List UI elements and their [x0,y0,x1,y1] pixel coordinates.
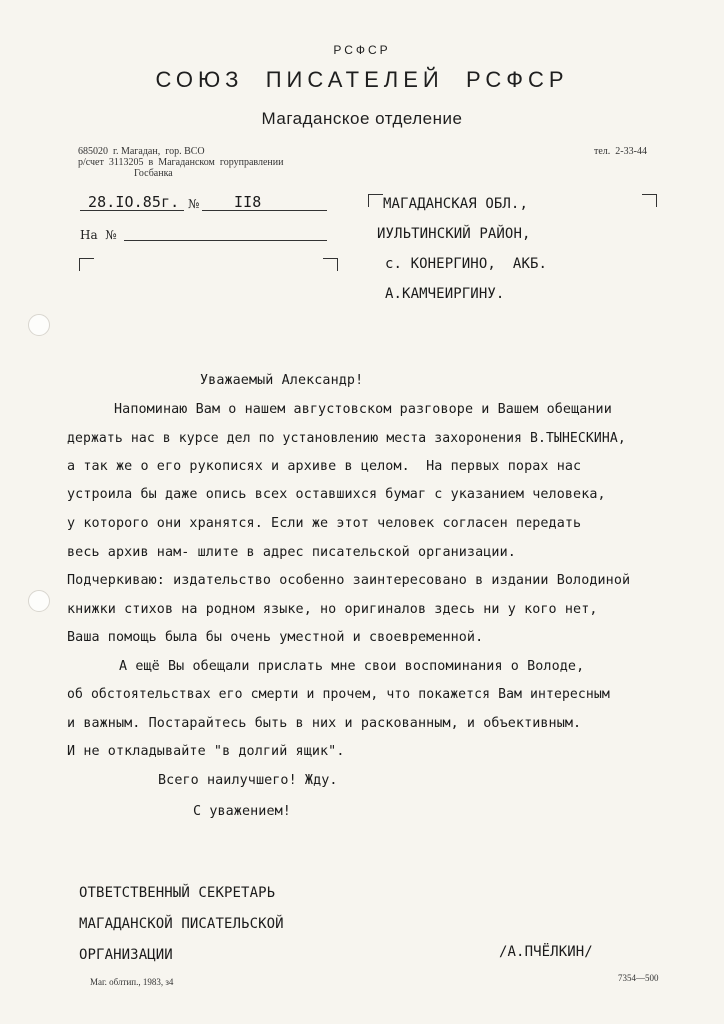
bracket-left-close [323,258,338,271]
date-underline [80,210,184,211]
bracket-left-open [79,258,94,271]
closing-line-1: Всего наилучшего! Жду. [158,773,338,788]
address-line-1: 685020 г. Магадан, гор. ВСО [78,146,205,157]
address-line-3: Госбанка [134,168,173,179]
body-line-6: весь архив нам- шлите в адрес писательской организации. [67,545,516,560]
punch-hole-top [28,314,50,336]
number-underline [202,210,327,211]
reply-label: На № [80,228,117,242]
bracket-recipient-close [642,194,657,207]
letterhead-branch: Магаданское отделение [261,109,463,128]
address-line-2: р/счет 3113205 в Магаданском горуправлении [78,157,284,168]
body-line-9: Ваша помощь была бы очень уместной и своевременной. [67,630,484,645]
recipient-line-1: МАГАДАНСКАЯ ОБЛ., [383,196,528,212]
body-line-10: А ещё Вы обещали прислать мне свои воспоминания о Володе, [119,659,585,674]
letterhead-republic: РСФСР [333,43,391,57]
printer-imprint: Маг. облтип., 1983, з4 [90,977,174,987]
body-line-4: устроила бы даже опись всех оставшихся бумаг с указанием человека, [67,487,606,502]
outgoing-date: 28.IO.85г. [88,193,180,211]
body-line-13: И не откладывайте "в долгий ящик". [67,744,345,759]
letterhead-union: СОЮЗ ПИСАТЕЛЕЙ РСФСР [155,67,569,92]
signature-title-1: ОТВЕТСТВЕННЫЙ СЕКРЕТАРЬ [79,885,276,901]
outgoing-number: II8 [234,193,262,211]
salutation: Уважаемый Александр! [200,373,364,388]
form-code: 7354—500 [618,973,659,983]
signature-title-3: ОРГАНИЗАЦИИ [79,947,173,963]
recipient-line-3: с. КОНЕРГИНО, АКБ. [385,256,548,272]
body-line-7: Подчеркиваю: издательство особенно заинтересовано в издании Володиной [67,573,631,588]
outgoing-no-label: № [188,197,200,211]
reply-underline [124,240,327,241]
phone: тел. 2-33-44 [594,146,647,157]
body-line-12: и важным. Постарайтесь быть в них и раскованным, и объективным. [67,716,582,731]
signature-name: /А.ПЧЁЛКИН/ [499,944,593,960]
closing-line-2: С уважением! [193,804,291,819]
recipient-line-2: ИУЛЬТИНСКИЙ РАЙОН, [377,226,531,242]
body-line-2: держать нас в курсе дел по установлению места захоронения В.ТЫНЕСКИНА, [67,431,626,446]
body-line-5: у которого они хранятся. Если же этот человек согласен передать [67,516,582,531]
body-line-11: об обстоятельствах его смерти и прочем, что покажется Вам интересным [67,687,610,702]
recipient-line-4: А.КАМЧЕИРГИНУ. [385,286,505,302]
body-line-1: Напоминаю Вам о нашем августовском разговоре и Вашем обещании [114,402,612,417]
signature-title-2: МАГАДАНСКОЙ ПИСАТЕЛЬСКОЙ [79,916,284,932]
bracket-recipient-open [368,194,383,207]
punch-hole-bottom [28,590,50,612]
body-line-3: а так же о его рукописях и архиве в целом. На первых порах нас [67,459,582,474]
body-line-8: книжки стихов на родном языке, но оригиналов здесь ни у кого нет, [67,602,598,617]
